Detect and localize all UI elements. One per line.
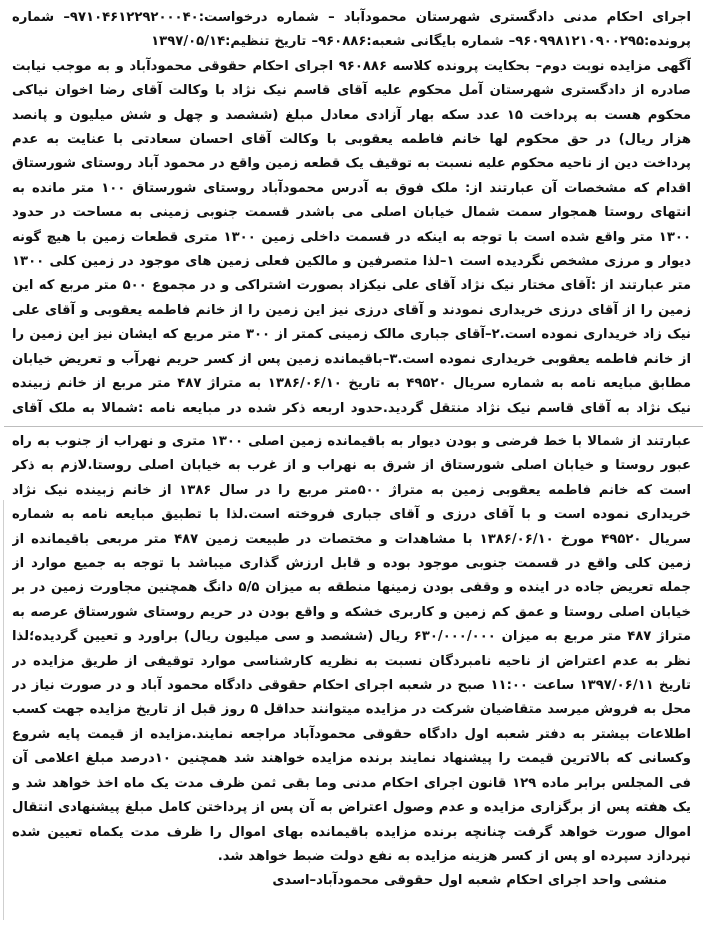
column-cut-divider [4,426,703,427]
notice-body-part-two: عبارتند از شمالا با خط فرضی و بودن دیوار به باقیمانده زمین اصلی ۱۳۰۰ متری و نهراب از جنوب به راه عبور روستا و خیابان اصلی شورستاق از شرق به نهراب و از غرب به خیابان اصلی روستا.لازم به ذکر است که خانم فاطمه یعقوبی زمین به متراژ ۵۰۰متر مربع را در سال ۱۳۸۶ از خانم زبینده نیک نژاد خریداری نموده است و با آقای درزی و آقای جباری فروخته است.لذا با تطبیق مبایعه نامه به شماره سریال ۴۹۵۲۰ مورخ ۱۳۸۶/۰۶/۱۰ با مشاهدات و مختصات در طبیعت زمین ۴۸۷ متر مربعی باقیمانده از زمین کلی واقع در قسمت جنوبی موجود بوده و قابل ارزش گذاری میباشد با توجه به جمیع موارد از جمله تعریض جاده در اینده و وقفی بودن زمینها منطقه به میزان ۵/۵ دانگ همچنین مجاورت زمین در بر خیابان اصلی روستا و عمق کم زمین و کاربری خشکه و واقع بودن در حریم روستای شورستاق عرصه به متراژ ۴۸۷ متر مربع به میزان ۶۳۰/۰۰۰/۰۰۰ ریال (ششصد و سی میلیون ریال) براورد و تعیین گردیده؛لذا نظر به عدم اعتراض از ناحیه نامبردگان نسبت به نظریه کارشناسی موارد توقیفی از طریق مزایده در تاریخ ۱۳۹۷/۰۶/۱۱ ساعت ۱۱:۰۰ صبح در شعبه اجرای احکام حقوقی دادگاه محمود آباد و در صورت نیاز در محل به فروش میرسد متقاضیان شرکت در مزایده میتوانند حداقل ۵ روز قبل از تاریخ مزایده جهت کسب اطلاعات بیشتر به دفتر شعبه اول دادگاه حقوقی محمودآباد مراجعه نمایند.مزایده از قیمت پایه شروع وکسانی که بالاترین قیمت را پیشنهاد نمایند برنده مزایده خواهند شد همچنین ۱۰درصد مبلغ اعلامی آن فی المجلس برابر ماده ۱۲۹ قانون اجرای احکام مدنی وما بقی ثمن ظرف مدت یک ماه اخذ خواهد شد و یک هفته پس از برگزاری مزایده و عدم وصول اعتراض به آن پس از پرداختن کامل مبلغ پیشنهادی انتقال اموال صورت خواهد گرفت چنانچه برنده مزایده باقیمانده بهای اموال را ظرف مدت یکماه تعیین شده نپردازد سپرده او پس از کسر هزینه مزایده به نفع دولت ضبط خواهد شد. [12,434,691,864]
scan-edge-line [3,500,4,920]
notice-bottom-section [12,430,691,930]
signature-line: منشی واحد اجرای احکام شعبه اول حقوقی محمودآباد–اسدی [272,873,667,889]
notice-top-section [12,6,691,424]
case-header: اجرای احکام مدنی دادگستری شهرستان محمودآباد – شماره درخواست:۹۷۱۰۴۶۱۲۲۹۲۰۰۰۴۰– شماره پرونده:۹۶۰۹۹۸۱۲۱۰۹۰۰۲۹۵– شماره بایگانی شعبه:۹۶۰۸۸۶– تاریخ تنظیم:۱۳۹۷/۰۵/۱۴ [12,10,691,50]
notice-body-part-one: آگهی مزایده نوبت دوم– بحکایت پرونده کلاسه ۹۶۰۸۸۶ اجرای احکام حقوقی محمودآباد و به موجب نیابت صادره از دادگستری شهرستان آمل محکوم علیه آقای قاسم نیک نژاد با وکالت آقای رضا اخوان نیاکی محکوم هست به پرداخت ۱۵ عدد سکه بهار آزادی معادل مبلغ (ششصد و چهل و شش میلیون و پانصد هزار ریال) در حق محکوم لها خانم فاطمه یعقوبی با وکالت آقای احسان سعادتی با عنایت به عدم پرداخت دین از ناحیه محکوم علیه نسبت به توقیف یک قطعه زمین واقع در محمود آباد روستای شورستاق اقدام که مشخصات آن عبارتند از: ملک فوق به آدرس محمودآباد روستای شورستاق ۱۰۰ متر مانده به انتهای روستا همجوار سمت شمال خیابان اصلی می باشدر قسمت جنوبی زمینی به مساحت در حدود ۱۳۰۰ متر واقع شده است با توجه به اینکه در قسمت داخلی زمین ۱۳۰۰ متری قطعات زمین با هیچ گونه دیوار و مرزی مشخص نگردیده است ۱–لذا متصرفین و مالکین فعلی زمین های موجود در زمین کلی ۱۳۰۰ متر عبارتند از :آقای مختار نیک نژاد آقای علی نیکزاد بصورت اشتراکی و در مجموع ۵۰۰ متر مربع که این زمین را از آقای درزی خریداری نمودند و آقای درزی نیز این زمین را از خانم فاطمه یعقوبی و آقای علی نیک زاد خریداری نموده است.۲–آقای جباری مالک زمینی کمتر از ۳۰۰ متر مربع که ایشان نیز این زمین را از خانم فاطمه یعقوبی خریداری نموده است.۳–باقیمانده زمین پس از کسر حریم نهرآب و تعریض خیابان مطابق مبایعه نامه به شماره سریال ۴۹۵۲۰ به تاریخ ۱۳۸۶/۰۶/۱۰ به متراژ ۴۸۷ متر مربع از خانم زبینده نیک نژاد به آقای قاسم نیک نژاد منتقل گردید.حدود اربعه ذکر شده در مبایعه نامه :شمالا به ملک آقای [12,58,691,416]
